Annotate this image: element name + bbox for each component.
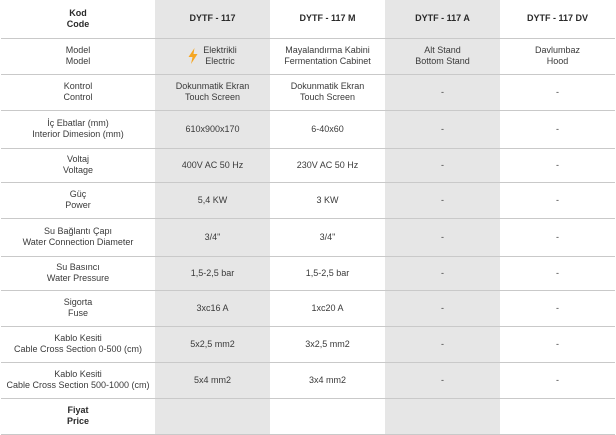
cell-line: -: [556, 86, 559, 97]
table-cell: [155, 362, 270, 398]
row-label-cell: [1, 326, 155, 362]
cell-line: Dokunmatik Ekran: [290, 81, 365, 91]
cell-line: -: [441, 194, 444, 205]
table-cell: [500, 218, 615, 256]
table-cell: [270, 182, 385, 218]
table-row: [1, 398, 615, 434]
cell-line: -: [556, 302, 559, 313]
table-cell: [385, 38, 500, 74]
table-cell: [385, 362, 500, 398]
cell-line: Davlumbaz: [534, 45, 581, 55]
spec-table: [1, 0, 615, 435]
cell-line: 610x900x170: [185, 123, 240, 134]
cell-line: -: [441, 86, 444, 97]
table-cell: [155, 182, 270, 218]
header-row: [1, 0, 615, 38]
cell-line: 3/4": [204, 231, 221, 242]
cell-line: 5,4 KW: [197, 194, 228, 205]
table-cell: [155, 290, 270, 326]
cell-line: Alt Stand: [424, 45, 461, 55]
cell-line: Electric: [205, 56, 235, 66]
table-row: [1, 362, 615, 398]
cell-line: 3 KW: [316, 194, 339, 205]
row-label-en: Water Connection Diameter: [22, 237, 134, 247]
cell-line: Elektrikli: [203, 45, 237, 55]
table-cell: [385, 398, 500, 434]
table-cell: [270, 74, 385, 110]
cell-line: -: [556, 159, 559, 170]
table-cell: [385, 182, 500, 218]
row-label-cell: [1, 110, 155, 148]
cell-line: 1,5-2,5 bar: [305, 267, 350, 278]
cell-line: -: [556, 231, 559, 242]
header-code-tr: Kod: [69, 7, 87, 18]
row-label-cell: [1, 362, 155, 398]
row-label-tr: Model: [65, 45, 91, 55]
table-cell: [155, 38, 270, 74]
table-cell: [385, 74, 500, 110]
row-label-cell: [1, 74, 155, 110]
table-cell: [500, 148, 615, 182]
table-cell: [500, 74, 615, 110]
table-cell: [270, 218, 385, 256]
cell-line: 1,5-2,5 bar: [190, 267, 235, 278]
header-code-en: Code: [66, 18, 90, 29]
cell-line: -: [441, 231, 444, 242]
table-cell: [500, 398, 615, 434]
table-cell: [270, 362, 385, 398]
row-label-tr: Su Bağlantı Çapı: [43, 226, 113, 236]
table-cell: [385, 218, 500, 256]
table-cell: [385, 290, 500, 326]
row-label-tr: Sigorta: [63, 297, 93, 307]
table-row: [1, 74, 615, 110]
row-label-cell: [1, 290, 155, 326]
table-cell: [270, 38, 385, 74]
table-cell: [500, 256, 615, 290]
electric-model-text: [203, 45, 237, 67]
row-label-tr: Kablo Kesiti: [54, 369, 102, 379]
row-label-en: Voltage: [62, 165, 94, 175]
cell-line: -: [441, 302, 444, 313]
cell-line: 3xc16 A: [196, 302, 229, 313]
cell-line: -: [556, 123, 559, 134]
table-cell: [500, 362, 615, 398]
table-cell: [500, 290, 615, 326]
cell-line: Touch Screen: [299, 92, 356, 102]
table-row: [1, 256, 615, 290]
table-cell: [500, 326, 615, 362]
cell-line: -: [441, 338, 444, 349]
row-label-en: Cable Cross Section 0-500 (cm): [13, 344, 143, 354]
cell-line: Touch Screen: [184, 92, 241, 102]
lightning-bolt-icon: [188, 48, 198, 64]
cell-line: -: [441, 267, 444, 278]
cell-line: -: [441, 159, 444, 170]
model-code-label: DYTF - 117 DV: [526, 13, 589, 24]
table-cell: [270, 256, 385, 290]
cell-line: 3x4 mm2: [308, 374, 346, 385]
row-label-tr: Fiyat: [67, 405, 89, 415]
header-model-1: [155, 0, 270, 38]
row-label-tr: Su Basıncı: [56, 262, 100, 272]
row-label-en: Interior Dimesion (mm): [32, 129, 124, 139]
row-label-cell: [1, 182, 155, 218]
row-label-tr: Voltaj: [66, 154, 90, 164]
row-label-cell: [1, 38, 155, 74]
row-label-cell: [1, 398, 155, 434]
table-cell: [155, 398, 270, 434]
cell-line: 5x2,5 mm2: [190, 338, 235, 349]
table-cell: [155, 148, 270, 182]
table-cell: [500, 110, 615, 148]
table-cell: [155, 256, 270, 290]
model-code-label: DYTF - 117 M: [299, 13, 356, 24]
row-label-tr: Kablo Kesiti: [54, 333, 102, 343]
cell-line: -: [556, 267, 559, 278]
row-label-tr: İç Ebatlar (mm): [47, 118, 109, 128]
cell-line: -: [556, 194, 559, 205]
cell-line: Fermentation Cabinet: [284, 56, 371, 66]
cell-line: 5x4 mm2: [193, 374, 231, 385]
table-cell: [500, 38, 615, 74]
row-label-tr: Güç: [69, 189, 87, 199]
header-model-2: [270, 0, 385, 38]
table-cell: [385, 326, 500, 362]
cell-line: 3/4": [319, 231, 336, 242]
table-row: [1, 110, 615, 148]
row-label-en: Price: [66, 416, 90, 426]
row-label-en: Control: [63, 92, 93, 102]
cell-line: -: [556, 374, 559, 385]
row-label-en: Power: [65, 200, 91, 210]
cell-line: Dokunmatik Ekran: [175, 81, 250, 91]
table-cell: [385, 256, 500, 290]
cell-line: -: [441, 123, 444, 134]
table-cell: [270, 148, 385, 182]
row-label-en: Fuse: [67, 308, 88, 318]
table-row: [1, 218, 615, 256]
table-row: [1, 182, 615, 218]
table-cell: [155, 74, 270, 110]
cell-line: -: [556, 338, 559, 349]
table-row: [1, 38, 615, 74]
table-cell: [270, 110, 385, 148]
table-cell: [385, 110, 500, 148]
cell-line: Mayalandırma Kabini: [285, 45, 370, 55]
table-row: [1, 148, 615, 182]
header-model-4: [500, 0, 615, 38]
row-label-en: Cable Cross Section 500-1000 (cm): [6, 380, 150, 390]
row-label-tr: Kontrol: [63, 81, 93, 91]
row-label-en: Water Pressure: [46, 273, 110, 283]
row-label-cell: [1, 148, 155, 182]
cell-line: 6-40x60: [311, 123, 344, 134]
model-code-label: DYTF - 117: [189, 13, 236, 24]
header-model-3: [385, 0, 500, 38]
model-code-label: DYTF - 117 A: [415, 13, 470, 24]
cell-line: 230V AC 50 Hz: [296, 159, 359, 170]
cell-line: -: [441, 374, 444, 385]
table-cell: [270, 398, 385, 434]
row-label-cell: [1, 256, 155, 290]
table-cell: [155, 110, 270, 148]
cell-line: 400V AC 50 Hz: [181, 159, 244, 170]
row-label-en: Model: [65, 56, 91, 66]
table-cell: [155, 218, 270, 256]
table-cell: [385, 148, 500, 182]
table-cell: [500, 182, 615, 218]
table-row: [1, 290, 615, 326]
cell-line: 3x2,5 mm2: [305, 338, 350, 349]
table-cell: [270, 326, 385, 362]
cell-line: Bottom Stand: [415, 56, 470, 66]
cell-line: 1xc20 A: [311, 302, 344, 313]
table-cell: [270, 290, 385, 326]
cell-line: Hood: [546, 56, 569, 66]
table-row: [1, 326, 615, 362]
table-cell: [155, 326, 270, 362]
row-label-cell: [1, 218, 155, 256]
header-code-cell: [1, 0, 155, 38]
electric-model-value: [188, 45, 237, 67]
